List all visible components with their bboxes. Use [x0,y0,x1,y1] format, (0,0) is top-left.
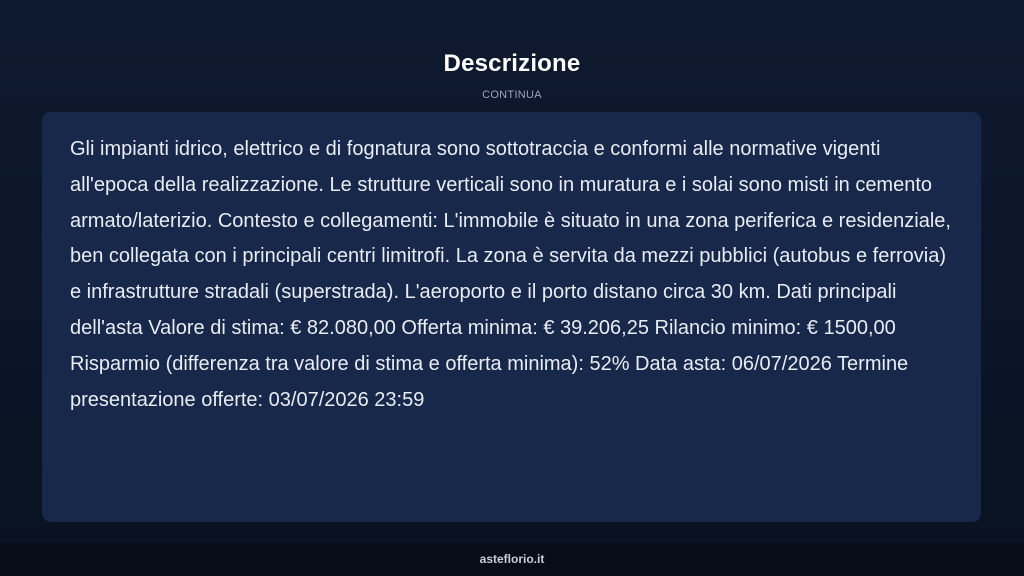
page-title: Descrizione [443,50,581,77]
description-text: Gli impianti idrico, elettrico e di fognatura sono sottotraccia e conformi alle normative vigenti all'epoca della realizzazione. Le strutture verticali sono in muratura e i solai sono misti in cemento armato/laterizio. Contesto e collegamenti: L'immobile è situato in una zona periferica e residenziale, ben collegata con i principali centri limitrofi. La zona è servita da mezzi pubblici (autobus e ferrovia) e infrastrutture stradali (superstrada). L'aeroporto e il porto distano circa 30 km. Dati principali dell'asta Valore di stima: € 82.080,00 Offerta minima: € 39.206,25 Rilancio minimo: € 1500,00 Risparmio (differenza tra valore di stima e offerta minima): 52% Data asta: 06/07/2026 Termine presentazione offerte: 03/07/2026 23:59 [70,138,951,411]
site-name: asteflorio.it [479,552,545,566]
page-header [0,49,1024,102]
footer-bar [0,543,1024,576]
continue-label: CONTINUA [482,89,542,101]
description-card [42,112,981,522]
